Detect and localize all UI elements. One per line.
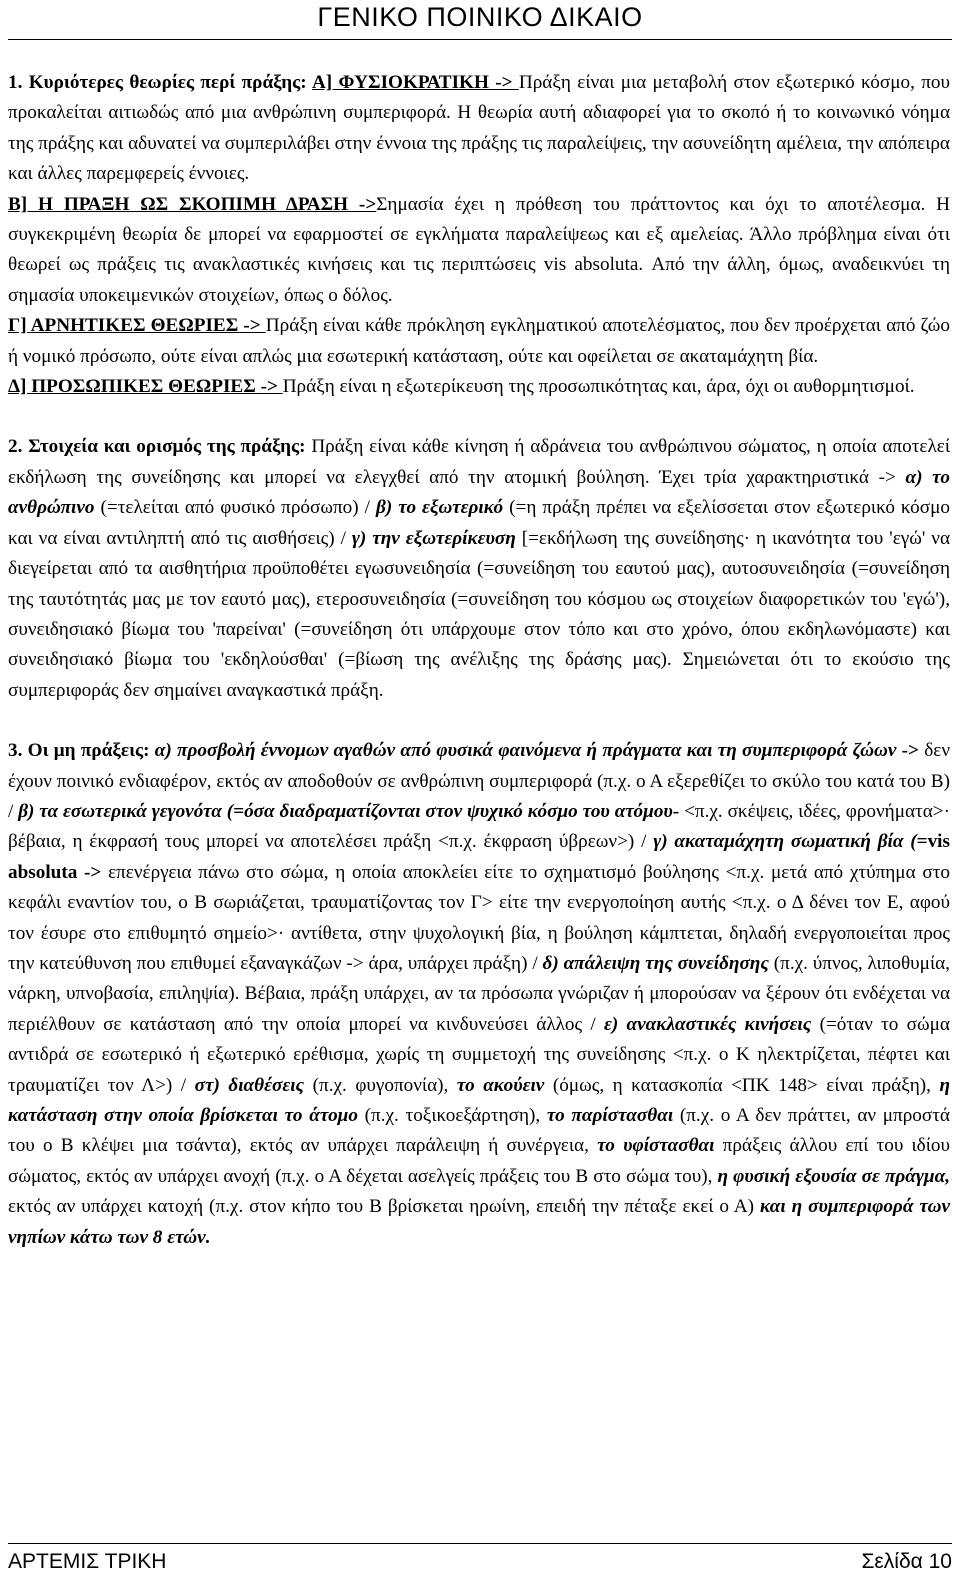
text-run: Πράξη είναι μια μεταβολή στον εξωτερικό κόσμο, που προκαλείται αιτιωδώς από μια ανθρώπινη συμπεριφορά. Η θεωρία αυτή αδιαφορεί για το σκοπό ή το κοινωνικό νόημα της πράξης και αδυνατεί να συμπεριλάβει στην έννοια της πράξης τις παραλείψεις, την ασυνείδητη αμέλεια, την απόπειρα και άλλες παρεμφερείς έννοιες. [8, 72, 950, 185]
text-run: ε) ανακλαστικές κινήσεις [604, 1013, 812, 1035]
text-run: (π.χ. φυγοπονία), [304, 1074, 457, 1096]
text-run: =vis absoluta -> [8, 831, 950, 883]
text-run: Πράξη είναι κάθε πρόκληση εγκληματικού αποτελέσματος, που δεν προέρχεται από ζώο ή νομικό πρόσωπο, ούτε είναι απλώς μια εσωτερική κατάσταση, ούτε και οφείλεται σε ακαταμάχητη βία. [8, 315, 950, 367]
paragraph [8, 311, 950, 372]
text-run: εκτός αν υπάρχει κατοχή (π.χ. στον κήπο του Β βρίσκεται ηρωίνη, επειδή την πέταξε εκεί ο Α) [8, 1196, 760, 1218]
text-run: Πράξη είναι κάθε κίνηση ή αδράνεια του ανθρώπινου σώματος, η οποία αποτελεί εκδήλωση της συνείδησης και μπορεί να ελεγχθεί από την ατομική βούληση. Έχει τρία χαρακτηριστικά -> [8, 436, 950, 488]
text-run: το παρίστασθαι [546, 1105, 674, 1126]
text-run: Δ] ΠΡΟΣΩΠΙΚΕΣ ΘΕΩΡΙΕΣ -> [8, 376, 283, 398]
text-run: α) το ανθρώπινο [8, 466, 951, 519]
text-run: Γ] ΑΡΝΗΤΙΚΕΣ ΘΕΩΡΙΕΣ -> [8, 315, 266, 337]
footer-author: ΑΡΤΕΜΙΣ ΤΡΙΚΗ [8, 1550, 167, 1573]
text-run: η φυσική εξουσία σε πράγμα, [717, 1165, 950, 1187]
paragraph-gap [8, 706, 950, 736]
text-run: 3. Οι μη πράξεις: [8, 740, 155, 762]
text-run: Σημασία έχει η πρόθεση του πράττοντος και όχι το αποτέλεσμα. Η συγκεκριμένη θεωρία δε μπορεί να εφαρμοστεί σε εγκλήματα παραλείψεως και εξ αμελείας. Άλλο πρόβλημα είναι ότι θεωρεί ως πράξεις τις ανακλαστικές κινήσεις και τις περιπτώσεις vis absoluta. Από την άλλη, όμως, αναδεικνύει τη σημασία υποκειμενικών στοιχείων, όπως ο δόλος. [8, 193, 951, 306]
text-run: (π.χ. τοξικοεξάρτηση), [357, 1105, 547, 1126]
text-run: (π.χ. ο Α δεν πράττει, αν μπροστά του ο Β κλέψει μια τσάντα), εκτός αν υπάρχει παράλειψη ή συνέργεια, [8, 1105, 950, 1157]
paragraph [8, 736, 950, 1253]
page-footer [8, 1547, 952, 1577]
text-run: (=όταν το σώμα αντιδρά σε εσωτερικό ή εξωτερικό ερέθισμα, χωρίς τη συμμετοχή της συνείδησης <π.χ. ο Κ ηλεκτρίζεται, πέφτει και τραυματίζει τον Λ>) / [8, 1013, 950, 1096]
footer-divider [8, 1543, 952, 1544]
text-run: β) το εξωτερικό [376, 497, 504, 519]
text-run: το υφίστασθαι [597, 1135, 715, 1157]
text-run: (όμως, η κατασκοπία <ΠΚ 148> είναι πράξη), [544, 1074, 940, 1096]
text-run: γ) ακαταμάχητη σωματική βία ( [653, 831, 917, 853]
text-run: δεν έχουν ποινικό ενδιαφέρον, εκτός αν αποδοθούν σε ανθρώπινη συμπεριφορά (π.χ. ο Α εξερεθίζει το σκύλο του κατά του Β) / [8, 740, 950, 822]
text-run: επενέργεια πάνω στο σώμα, η οποία αποκλείει είτε το σχηματισμό βούλησης <π.χ. μετά από χτύπημα στο κεφάλι εναντίον του, ο Β σωριάζεται, τραυματίζοντας τον Γ> είτε την ενεργοποίηση αυτής <π.χ. ο Δ δένει τον Ε, αφού τον έσυρε στο επιθυμητό σημείο>· αντίθετα, στην ψυχολογική βία, η βούληση κάμπτεται, δηλαδή ενεργοποιείται προς την κατεύθυνση που επιθυμεί εξαναγκάζων -> άρα, υπάρχει πράξη) / [8, 861, 951, 974]
text-run: 2. Στοιχεία και ορισμός της πράξης: [8, 436, 312, 458]
text-run: 1. Κυριότερες θεωρίες περί πράξης: [8, 72, 312, 93]
text-run: (π.χ. ύπνος, λιποθυμία, νάρκη, υπνοβασία, επιληψία). Βέβαια, πράξη υπάρχει, αν τα πρόσωπα γνώριζαν ή μπορούσαν να ξέρουν ότι ενδέχεται να περιέλθουν σε κατάσταση από την οποία μπορεί να κινδυνεύσει άλλος / [8, 952, 950, 1035]
text-run: πράξεις άλλου επί του ιδίου σώματος, εκτός αν υπάρχει ανοχή (π.χ. ο Α δέχεται ασελγείς πράξεις του Β στο σώμα του), [8, 1135, 950, 1187]
text-run: η κατάσταση στην οποία βρίσκεται το άτομο [8, 1074, 951, 1126]
paragraph [8, 190, 950, 312]
document-body [8, 68, 950, 1253]
text-run: Α] ΦΥΣΙΟΚΡΑΤΙΚΗ -> [311, 72, 519, 93]
text-run: δ) απάλειψη της συνείδησης [542, 952, 769, 974]
text-run: στ) διαθέσεις [194, 1074, 305, 1096]
paragraph [8, 68, 950, 190]
text-run: το ακούειν [456, 1074, 545, 1096]
text-run: α) προσβολή έννομων αγαθών από φυσικά φαινόμενα ή πράγματα και τη συμπεριφορά ζώων [154, 740, 897, 762]
text-run: -> [896, 740, 925, 762]
text-run: <π.χ. σκέψεις, ιδέες, φρονήματα>· βέβαια, η έκφρασή τους μπορεί να αποτελέσει πράξη <π.χ. έκφραση ύβρεων>) / [8, 800, 951, 853]
paragraph-gap [8, 402, 950, 432]
text-run: γ) την εξωτερίκευση [351, 527, 516, 549]
text-run: (=η πράξη πρέπει να εξελίσσεται στον εξωτερικό κόσμο και να είναι αντιληπτή από τις αισθήσεις) / [8, 497, 950, 549]
text-run: β) τα εσωτερικά γεγονότα (=όσα διαδραματίζονται στον ψυχικό κόσμο του ατόμου- [18, 800, 680, 822]
page-header-title: ΓΕΝΙΚΟ ΠΟΙΝΙΚΟ ΔΙΚΑΙΟ [317, 2, 643, 32]
text-run: Πράξη είναι η εξωτερίκευση της προσωπικότητας και, άρα, όχι οι αυθορμητισμοί. [282, 376, 915, 398]
header-divider [8, 39, 952, 40]
paragraph [8, 432, 950, 706]
text-run: Β] Η ΠΡΑΞΗ ΩΣ ΣΚΟΠΙΜΗ ΔΡΑΣΗ -> [8, 193, 377, 215]
paragraph [8, 372, 950, 402]
footer-page-number: Σελίδα 10 [861, 1550, 952, 1573]
text-run: (=τελείται από φυσικό πρόσωπο) / [94, 497, 376, 519]
text-run: και η συμπεριφορά των νηπίων κάτω των 8 ετών. [8, 1196, 951, 1248]
text-run: [=εκδήλωση της συνείδησης· η ικανότητα του 'εγώ' να διεγείρεται από τα αισθητήρια προϋποθέτει εγωσυνειδησία (=συνείδηση του εαυτού μας), αυτοσυνειδησία (=συνείδηση της ταυτότητάς μας με τον εαυτό μας), ετεροσυνειδησία (=συνείδηση του κόσμου ως στοιχείων διαφορετικών του 'εγώ'), συνειδησιακό βίωμα του 'παρείναι' (=συνείδηση ότι υπάρχουμε στον τόπο και στο χρόνο, όπου εκδηλωνόμαστε) και συνειδησιακό βίωμα του 'εκδηλούσθαι' (=βίωση της ανέλιξης της δράσης μας). Σημειώνεται ότι το εκούσιο της συμπεριφοράς δεν σημαίνει αναγκαστικά πράξη. [8, 527, 950, 701]
